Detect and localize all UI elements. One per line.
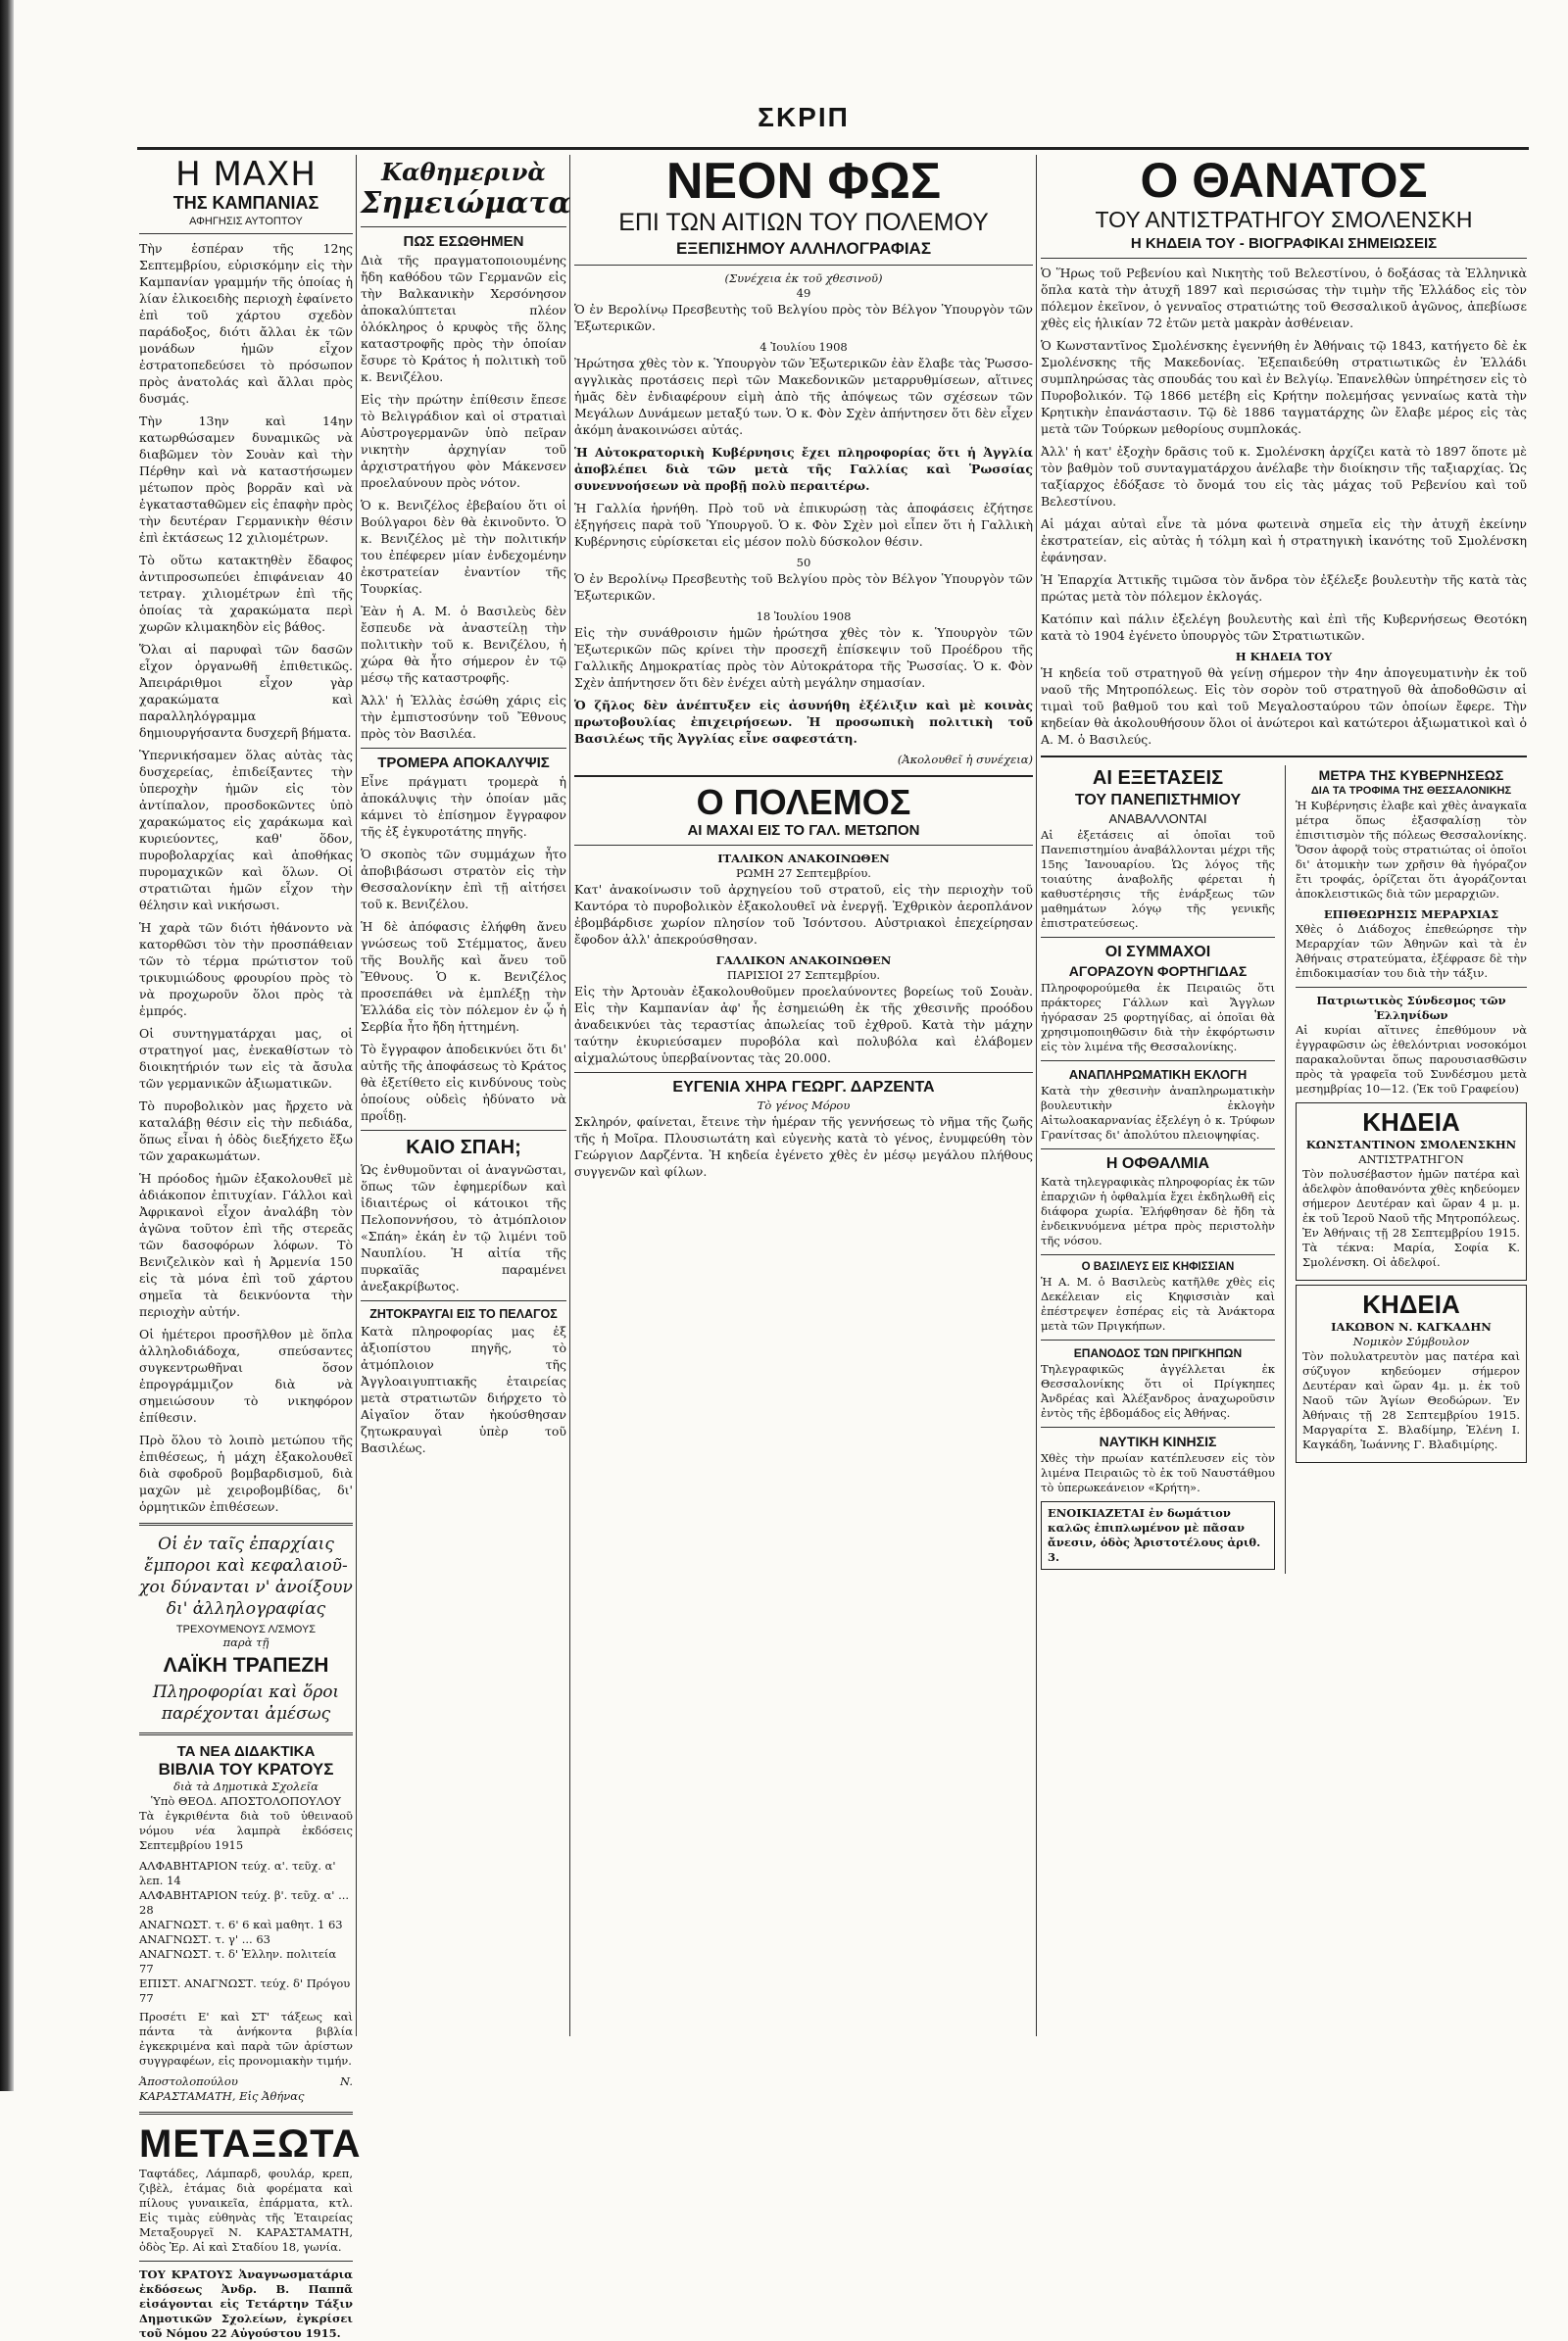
divider: [361, 226, 566, 227]
divider: [1041, 1060, 1275, 1061]
paragraph: Ἀλλ' ἡ Ἑλλὰς ἐσώθη χάρις εἰς τὴν ἐμπιστοσύνην τοῦ Ἔθνους πρὸς τὸν Βασιλέα.: [361, 693, 566, 741]
books-sub: διὰ τὰ Δημοτικὰ Σχολεῖα: [173, 1780, 318, 1793]
bank-ad-line: δι' ἀλληλογραφίας: [166, 1599, 326, 1619]
paragraph: Εἰς τὴν Ἀρτουὰν ἐξακολουθοῦμεν προελαύνοντες βορείως τοῦ Σουὰν. Εἰς τὴν Καμπανίαν ἀφ' ἧς ἐσημειώθη ἐκ τῆς χθεσινῆς προόδου ἀναδεικνύει τὰς τεραστίας ἀπωλείας τοῦ ἐχθροῦ. Κατὰ τὴν μάχην ταύτην ἐκυριεύσαμεν πυροβόλα καὶ πολυβόλα καὶ ἐλάβομεν αἰχμαλώτους ὑπερβαίνοντας τὰς 20.000.: [574, 984, 1033, 1065]
tromera-title: ΤΡΟΜΕΡΑ ΑΠΟΚΑΛΥΨΙΣ: [377, 755, 550, 771]
book-item: ΑΝΑΓΝΩΣΤ. τ. γ' ... 63: [139, 1932, 270, 1946]
evgenia-subtitle: Τὸ γένος Μόρου: [757, 1098, 851, 1112]
paragraph: Τὴν 13ην καὶ 14ην κατωρθώσαμεν δυναμικῶς νὰ διαβῶμεν τὸν Σουὰν καὶ τὴν Πέρθην καὶ νὰ καταστήσωμεν μέτωπον πρὸς βορρᾶν καὶ νὰ ἐγκατασταθῶμεν εἰς ἐπαφὴν πρὸς τὴν δευτέραν Γερμανικὴν θέσιν ἐπὶ ἐκτάσεως 12 χιλιομέτρων.: [139, 414, 353, 545]
paragraph: Ἡ Κυβέρνησις ἐλαβε καὶ χθὲς ἀναγκαῖα μέτρα ὅπως ἐξασφαλίσῃ τὸν ἐπισιτισμὸν τῆς πόλεως Θεσσαλονίκης. Ὅσον ἀφορᾷ τοὺς στρατιώτας οἱ ὁποῖοι δι' ἀτομικὴν των χρῆσιν θὰ ἠγόραζον ἔτι τροφάς, ὁρίζεται ὅτι ἀγοράζονται ἀποκλειστικῶς διὰ τῶν μεραρχιῶν.: [1295, 799, 1527, 901]
kideia-subheading: Η ΚΗΔΕΙΑ ΤΟΥ: [1235, 650, 1333, 663]
funeral-notice: [1296, 1102, 1527, 1281]
paragraph: Οἱ ἡμέτεροι προσῆλθον μὲ ὅπλα ἀλληλοδιάδοχα, σπεύσαντες συγκεντρωθῆναι ὅσον ἐπρογράμμιζον διὰ νὰ σημειώσουν τὸ νικηφόρον ἐπίθεσιν.: [139, 1327, 353, 1425]
symmachoi-title: ΑΓΟΡΑΖΟΥΝ ΦΟΡΤΗΓΙΔΑΣ: [1068, 963, 1248, 979]
paragraph: Τὸ ἔγγραφον ἀποδεικνύει ὅτι δι' αὐτῆς τῆς ἀποφάσεως τὸ Κράτος θὰ ἐξετίθετο εἰς κινδύνους τοὺς ὁποίους οὐδεὶς ἠδύνατο νὰ προΐδῃ.: [361, 1042, 566, 1123]
neon-title: ΝΕΟΝ ΦΩΣ: [665, 153, 942, 210]
letter-header: Ὁ ἐν Βερολίνῳ Πρεσβευτὴς τοῦ Βελγίου πρὸς τὸν Βέλγον Ὑπουργὸν τῶν Ἐξωτερικῶν.: [574, 302, 1033, 333]
lower-right-column: [1296, 765, 1527, 1574]
rental-ad: ΕΝΟΙΚΙΑΖΕΤΑΙ ἐν δωμάτιον καλῶς ἐπιπλωμένον μὲ πᾶσαν ἄνεσιν, ὁδὸς Ἀριστοτέλους ἀριθ. 3.: [1041, 1501, 1275, 1570]
paragraph: Αἱ κυρίαι αἵτινες ἐπεθύμουν νὰ ἐγγραφῶσιν ὡς ἐθελόντριαι νοσοκόμοι παρακαλοῦνται ὅπως παρουσιασθῶσιν πρὸς τὰ γραφεῖα τοῦ Συνδέσμου μετὰ μεσημβρίας 10—12. (Ἐκ τοῦ Γραφείου): [1295, 1023, 1527, 1096]
divider: [1041, 1427, 1275, 1428]
paragraph: Ἡ πρόοδος ἡμῶν ἐξακολουθεῖ μὲ ἀδιάκοπον ἐπιτυχίαν. Γάλλοι καὶ Ἀφρικανοὶ εἶχον ἀναλάβη τὸν ἀγῶνα τοῦτον ἐπὶ τῆς στερεᾶς τῶν δασοφόρων λόφων. Τὸ Βενιζελικὸν καὶ ἡ Ἀρμενία 150 εἰς τὰ μόνα ἐπὶ τοῦ χάρτου σημεῖα τὰ δεικνύοντα τὴν περιοχὴν αὐτήν.: [139, 1171, 353, 1319]
paragraph: Τὸ πυροβολικὸν μας ἤρχετο νὰ καταλάβῃ θέσιν εἰς τὴν πεδιάδα, ὅπως εἶναι ἡ ὁδὸς διεξήχετο ἔξω τῶν χαρακωμάτων.: [139, 1098, 353, 1163]
paragraph: Σκληρόν, φαίνεται, ἔτεινε τὴν ἡμέραν τῆς γεννήσεως τὸ νῆμα τῆς ζωῆς τῆς ἡ Μοῖρα. Πλουσιωτάτη καὶ εὐγενὴς κατὰ τὸ γένος, ἐνυμφεύθη τὸν Γεώργιον Δαρζέντα. Ἡ κηδεία ἐγένετο χθὲς ἐν μέσῳ μεγάλου πλήθους συγγενῶν καὶ φίλων.: [574, 1114, 1033, 1179]
paragraph: Κατὰ πληροφορίας μας ἐξ ἀξιοπίστου πηγῆς, τὸ ἀτμόπλοιον τῆς Ἀγγλοαιγυπτιακῆς ἑταιρείας μετὰ στρατιωτῶν διήρχετο τὸ Αἰγαῖον ὅταν ἠκούσθησαν ζητωκραυγαὶ ὑπὲρ τοῦ Βασιλέως.: [361, 1324, 566, 1455]
divider: [361, 1300, 566, 1301]
paragraph: Χθὲς τὴν πρωίαν κατέπλευσεν εἰς τὸν λιμένα Πειραιῶς τὸ ἐκ τοῦ Ναυστάθμου τὸ ὑπερωκεάνειον «Κρήτη».: [1041, 1451, 1275, 1494]
paragraph: Αἱ μάχαι αὐταὶ εἶνε τὰ μόνα φωτεινὰ σημεῖα εἰς τὴν ἀτυχῆ ἐκείνην ἐκστρατείαν, εἰς αὐτὰς ἡ τόλμη καὶ ἡ στρατηγικὴ ἱκανότης τοῦ Σμολένσκη ἐφάνησαν.: [1041, 516, 1527, 564]
divider: [1041, 937, 1275, 938]
divider: [1041, 1340, 1275, 1341]
paragraph: Ἡ κηδεία τοῦ στρατηγοῦ θὰ γείνῃ σήμερον τὴν 4ην ἀπογευματινὴν ἐκ τοῦ ναοῦ τῆς Μητροπόλεως. Εἰς τὸν σορὸν τοῦ στρατηγοῦ θὰ ἀποδοθῶσιν αἱ τιμαὶ τοῦ βαθμοῦ του καὶ τοῦ Μεγαλοσταύρου τῶν ὁποίων ἔφερε. Τὴν κηδείαν θὰ ἀκολουθήσουν ὅλοι οἱ ἀνώτεροι καὶ κατώτεροι ἀξιωματικοὶ καὶ ὁ Α. Μ. ὁ Βασιλεύς.: [1041, 665, 1527, 747]
paragraph: Ὁ Κωνσταντῖνος Σμολένσκης ἐγεννήθη ἐν Ἀθήναις τῷ 1843, κατήγετο δὲ ἐκ Σμολένσκης τῆς Μακεδονίας. Ἐξεπαιδεύθη στρατιωτικῶς ἐν Ἑλλάδι συμπληρώσας τὰς σπουδάς του καὶ ἐν Βελγίῳ. Ἐπανελθὼν ὑπηρέτησεν εἰς τὸ Πυροβολικόν. Τῷ 1866 μετέβη εἰς Κρήτην πολεμήσας γενναίως κατὰ τὴν Κρητικὴν ἐπανάστασιν. Τῷ δὲ 1886 ταγματάρχης ὢν ἔλαβε μέρος εἰς τὰς μετὰ τῶν Τούρκων μεθορίους συμπλοκάς.: [1041, 338, 1527, 436]
exetaseis-title: ΑΝΑΒΑΛΛΟΝΤΑΙ: [1108, 811, 1207, 826]
bank-ad-tail-line: παρέχονται ἀμέσως: [161, 1704, 331, 1724]
funeral-notice: [1296, 1285, 1527, 1463]
paragraph: Ὅλαι αἱ παρυφαὶ τῶν δασῶν εἶχον ὀργανωθῆ ἐπιθετικῶς. Ἀπειράριθμοι εἶχον γὰρ χαρακώματα καὶ παραλληλόγραμμα δημιουργήσαντα δυσχερῆ βήματα.: [139, 642, 353, 740]
neon-subtitle: ΕΞΕΠΙΣΗΜΟΥ ΑΛΛΗΛΟΓΡΑΦΙΑΣ: [675, 239, 932, 258]
column-4: [1041, 152, 1527, 2033]
paragraph: Ἀλλ' ἡ κατ' ἐξοχὴν δρᾶσις τοῦ κ. Σμολένσκη ἀρχίζει κατὰ τὸ 1897 ὅποτε μὲ τὸν βαθμὸν τοῦ συνταγματάρχου ἀνέλαβε τὴν διοίκησιν τῆς ταξιαρχίας. Ὡς ταξίαρχος ἐδόξασε τὸ ὄνομά του εἰς τὰς μάχας τοῦ Ρεβενίου καὶ τοῦ Βελεστίνου.: [1041, 444, 1527, 509]
top-rule: [137, 147, 1529, 150]
metaxota-title: ΜΕΤΑΞΩΤΑ: [139, 2122, 362, 2166]
communique-title: ΙΤΑΛΙΚΟΝ ΑΝΑΚΟΙΝΩΘΕΝ: [717, 852, 890, 865]
divider: [1041, 1254, 1275, 1255]
paragraph: Ἡ χαρὰ τῶν διότι ἠθάνοντο νὰ κατορθῶσι τὸν τὴν προσπάθειαν τῶν τὸ τέρμα πρώτιστον τοῦ τρικυμιώδους φρουρίου πρὸς τὸ νὰ προχωροῦν ὅλοι πρὸς τὰ ἐμπρός.: [139, 920, 353, 1018]
kathimerina-title: Σημειώματα: [361, 186, 571, 220]
lower-section: [1041, 765, 1527, 1574]
patr-title: Πατριωτικὸς Σύνδεσμος τῶν Ἑλληνίδων: [1316, 994, 1506, 1022]
evgenia-title: ΕΥΓΕΝΙΑ ΧΗΡΑ ΓΕΩΡΓ. ΔΑΡΖΕΝΤΑ: [672, 1079, 935, 1096]
bank-name: ΛΑΪΚΗ ΤΡΑΠΕΖΗ: [163, 1654, 329, 1677]
paragraph: Αἱ ἐξετάσεις αἱ ὁποῖαι τοῦ Πανεπιστημίου ἀναβάλλονται μέχρι τῆς 15ης Ἰανουαρίου. Ὡς λόγος τῆς τοιαύτης ἀναβολῆς φέρεται ἡ καθυστέρησις τῆς ἐνάρξεως τῶν μαθημάτων λόγῳ τῆς γενικῆς ἐπιστρατεύσεως.: [1041, 828, 1275, 930]
paragraph: Εἰς τὴν συνάθροισιν ἡμῶν ἠρώτησα χθὲς τὸν κ. Ὑπουργὸν τῶν Ἐξωτερικῶν πῶς κρίνει τὴν προσεχῆ ἐπίσκεψιν τοῦ Προέδρου τῆς Γαλλικῆς Δημοκρατίας πρὸς τὸν Αὐτοκράτορα τῆς Ῥωσσίας. Ὁ κ. Φὸν Σχὲν ἀπήντησεν ὅτι δὲν ἐνέχει αὐτὴ μεγάλην σημασίαν.: [574, 625, 1033, 690]
metra-subheading: ΕΠΙΘΕΩΡΗΣΙΣ ΜΕΡΑΡΧΙΑΣ: [1323, 907, 1499, 921]
zito-title: ΖΗΤΟΚΡΑΥΓΑΙ ΕΙΣ ΤΟ ΠΕΛΑΓΟΣ: [369, 1307, 558, 1321]
column-divider: [569, 155, 570, 2036]
metra-title: ΔΙΑ ΤΑ ΤΡΟΦΙΜΑ ΤΗΣ ΘΕΣΣΑΛΟΝΙΚΗΣ: [1310, 785, 1512, 797]
thanatos-subtitle: ΤΟΥ ΑΝΤΙΣΤΡΑΤΗΓΟΥ ΣΜΟΛΕΝΣΚΗ: [1095, 207, 1473, 232]
paragraph: Ὡς ἐνθυμοῦνται οἱ ἀναγνῶσται, ὅπως τῶν ἐφημερίδων καὶ ἰδιαιτέρως οἱ κάτοικοι τῆς Πελοποννήσου, τὸ ἀτμόπλοιον «Σπάη» ἐκάη ἐν τῷ λιμένι τοῦ Ναυπλίου. Ἡ αἰτία τῆς πυρκαϊᾶς παραμένει ἀνεξακρίβωτος.: [361, 1162, 566, 1293]
paragraph: Χθὲς ὁ Διάδοχος ἐπεθεώρησε τὴν Μεραρχίαν τῶν Ἀθηνῶν καὶ τὰ ἐν Ἀθήναις στρατεύματα, ἐξέφρασε δὲ τὴν ἐπιδοκιμασίαν του διὰ τὴν τάξιν.: [1295, 922, 1527, 980]
naftiki-title: ΝΑΥΤΙΚΗ ΚΙΝΗΣΙΣ: [1099, 1434, 1217, 1449]
funeral-notice-title: ΚΗΔΕΙΑ: [1362, 1290, 1460, 1319]
bank-ad-line: ἔμποροι καὶ κεφαλαιοῦ-: [144, 1556, 348, 1576]
letter-number: 49: [796, 286, 811, 300]
polemos-title: Ο ΠΟΛΕΜΟΣ: [696, 782, 911, 822]
kaio-title: ΚΑΙΟ ΣΠΑΗ;: [406, 1137, 521, 1158]
letter-end: (Ἀκολουθεῖ ἡ συνέχεια): [897, 753, 1033, 766]
kathimerina-title: Καθημερινὰ: [381, 158, 546, 186]
divider: [139, 233, 353, 234]
paragraph: Τὸν πολυλατρευτὸν μας πατέρα καὶ σύζυγον κηδεύομεν σήμερον Δευτέραν καὶ ὥραν 4μ. μ. ἐκ τοῦ Ναοῦ τῶν Ἁγίων Θεοδώρων. Ἐν Ἀθήναις τῇ 28 Σεπτεμβρίου 1915. Μαργαρίτα Σ. Βλαδίμηρ, Ἑλένη Ι. Καγκάδη, Ἰωάννης Γ. Βλαδιμίρης.: [1301, 1349, 1520, 1451]
polemos-subtitle: ΑΙ ΜΑΧΑΙ ΕΙΣ ΤΟ ΓΑΛ. ΜΕΤΩΠΟΝ: [687, 822, 920, 839]
books-offer: Προσέτι Ε' καὶ ΣΤ' τάξεως καὶ πάντα τὰ ἀνήκοντα βιβλία ἐγκεκριμένα καὶ παρὰ τῶν ἀρίστων συγγραφέων, εἰς προνομιακὴν τιμήν.: [139, 2010, 353, 2068]
divider: [1041, 1148, 1275, 1149]
paragraph: Κατὰ τὴν χθεσινὴν ἀναπληρωματικὴν βουλευτικὴν ἐκλογὴν Αἰτωλοακαρνανίας ἐξελέγη ὁ κ. Τρύφων Γρανίτσας δι' ἀπολύτου πλειοψηφίας.: [1041, 1084, 1275, 1142]
paragraph: Πληροφορούμεθα ἐκ Πειραιῶς ὅτι πράκτορες Γάλλων καὶ Ἄγγλων ἠγόρασαν 25 φορτηγίδας, αἱ ὁποῖαι θὰ χρησιμοποιηθῶσιν διὰ τὴν ἐκφόρτωσιν εἰς τὸν λιμένα τῆς Θεσσαλονίκης.: [1041, 981, 1275, 1053]
paragraph: Ὁ σκοπὸς τῶν συμμάχων ἦτο ἀποβιβάσωσι στρατὸν εἰς τὴν Θεσσαλονίκην ἐπὶ τῇ αἰτήσει τοῦ κ. Βενιζέλου.: [361, 847, 566, 911]
paragraph: Τὸ οὕτω κατακτηθὲν ἔδαφος ἀντιπροσωπεύει ἐπιφάνειαν 40 τετραγ. χιλιομέτρων ἐπὶ τῆς ὁποίας τὰ χαρακώματα περὶ χωρῶν κλιμακηδὸν εἰς βάθος.: [139, 553, 353, 634]
divider: [139, 2261, 353, 2262]
bank-ad-tail: [139, 1682, 353, 1725]
paragraph: Κατόπιν καὶ πάλιν ἐξελέγη βουλευτὴς καὶ ἐπὶ τῆς Κυβερνήσεως Θεοτόκη κατὰ τὸ 1904 ἐγένετο ὑπουργὸς τῶν Στρατιωτικῶν.: [1041, 611, 1527, 643]
communique-location: ΡΩΜΗ 27 Σεπτεμβρίου.: [736, 866, 871, 880]
machi-title: Η ΜΑΧΗ: [175, 155, 317, 194]
divider: [361, 1130, 566, 1131]
bank-ad-line: χοι δύνανται ν' ἀνοίξουν: [139, 1578, 353, 1597]
books-dealer: Ἀποστολοπούλου N. ΚΑΡΑΣΤΑΜΑΤΗ, Εἰς Ἀθήνας: [139, 2074, 353, 2103]
communique-title: ΓΑΛΛΙΚΟΝ ΑΝΑΚΟΙΝΩΘΕΝ: [715, 953, 892, 967]
paragraph: Εἶνε πράγματι τρομερὰ ἡ ἀποκάλυψις τὴν ὁποίαν μᾶς κάμνει τὸ ἐπίσημον ἔγγραφον τῆς ἐξ ἐγκυροτάτης πηγῆς.: [361, 774, 566, 839]
paragraph: Πρὸ ὅλου τὸ λοιπὸ μετώπου τῆς ἐπιθέσεως, ἡ μάχη ἐξακολουθεῖ διὰ σφοδροῦ βομβαρδισμοῦ, διὰ μαχῶν μὲ χειροβομβίδας, δι' ὁρμητικῶν ἐπιθέσεων.: [139, 1433, 353, 1514]
books-sub: Ὑπὸ ΘΕΟΔ. ΑΠΟΣΤΟΛΟΠΟΥΛΟΥ: [151, 1794, 341, 1808]
neon-subtitle: ΕΠΙ ΤΩΝ ΑΙΤΙΩΝ ΤΟΥ ΠΟΛΕΜΟΥ: [618, 209, 989, 236]
ofthalmia-title: Η ΟΦΘΑΛΜΙΑ: [1105, 1155, 1210, 1172]
machi-article: [139, 240, 353, 1515]
paragraph: Ὁ Ἥρως τοῦ Ρεβενίου καὶ Νικητὴς τοῦ Βελεστίνου, ὁ δοξάσας τὰ Ἑλληνικὰ ὅπλα κατὰ τὴν ἀτυχῆ 1897 καὶ περισώσας τὴν τιμὴν τῆς Ἑλλάδος εἰς τὸν πόλεμον ἐκεῖνον, ὁ γενναῖος στρατιώτης τοῦ Θεσσαλικοῦ ἀγῶνος, ἀπεβίωσε χθὲς εἰς ἡλικίαν 72 ἐτῶν μετὰ μακρὰν ἀσθένειαν.: [1041, 266, 1527, 330]
paragraph: Τὴν ἑσπέραν τῆς 12ης Σεπτεμβρίου, εὑρισκόμην εἰς τὴν Καμπανίαν γραμμήν τῆς ὁποίας ἡ λίαν ἐλικοειδὴς περιοχὴ ἐφαίνετο ἐπὶ τοῦ χάρτου σχεδὸν παράδοξος, διότι ἄλλαι ἐκ τῶν μονάδων ἡμῶν εἶχον ἐστρατοπεδεύσει τὸ πρόσωπον πρὸς ἀνατολάς καὶ ἄλλαι πρὸς δυσμάς.: [139, 241, 353, 406]
books-title: ΒΙΒΛΙΑ ΤΟΥ ΚΡΑΤΟΥΣ: [158, 1760, 334, 1779]
communique-location: ΠΑΡΙΣΙΟΙ 27 Σεπτεμβρίου.: [726, 968, 881, 982]
book-item: ΑΝΑΓΝΩΣΤ. τ. δ' Ἑλλην. πολιτεία 77: [139, 1947, 337, 1975]
bank-ad: [139, 1534, 353, 1620]
divider: [574, 1072, 1033, 1073]
neon-continuation: (Συνέχεια ἐκ τοῦ χθεσινοῦ): [724, 271, 883, 285]
divider: [139, 1732, 353, 1735]
divider: [574, 265, 1033, 266]
lower-left-column: [1041, 765, 1275, 1574]
paragraph: Ἡ Ἑπαρχία Ἀττικῆς τιμῶσα τὸν ἄνδρα τὸν ἐξέλεξε βουλευτὴν τῆς κατὰ τὰς πρώτας μετὰ τὸν πόλεμον ἐκλογάς.: [1041, 572, 1527, 604]
exetaseis-title: ΤΟΥ ΠΑΝΕΠΙΣΤΗΜΙΟΥ: [1074, 792, 1242, 808]
anaplir-title: ΑΝΑΠΛΗΡΩΜΑΤΙΚΗ ΕΚΛΟΓΗ: [1068, 1067, 1248, 1082]
funeral-notice-name: ΚΩΝΣΤΑΝΤΙΝΟΝ ΣΜΟΛΕΝΣΚΗΝ: [1305, 1138, 1517, 1151]
scan-edge: [0, 0, 14, 2091]
book-item: ΑΝΑΓΝΩΣΤ. τ. 6' 6 καὶ μαθητ. 1 63: [139, 1918, 343, 1931]
paragraph: Κατ' ἀνακοίνωσιν τοῦ ἀρχηγείου τοῦ στρατοῦ, εἰς τὴν περιοχὴν τοῦ Καντόρα τὸ πυροβολικὸν ἐξακολουθεῖ νὰ ἐνεργῇ. Ἐχθρικὸν ἀεροπλάνον ἐβομβάρδισε χωρίον πλησίον τοῦ Ἰσόντσου. Αὐστριακοὶ ἐπεχείρησαν ἔφοδον ἀλλ' ἀπεκρούσθησαν.: [574, 882, 1033, 947]
paragraph: Οἱ συντηγματάρχαι μας, οἱ στρατηγοί μας, ἐνεκαθίστων τὸ διοικητήριόν των εἰς τὰ ἄσυλα τῶν γερμανικῶν ἀξιωματικῶν.: [139, 1026, 353, 1091]
machi-subtitle: ΤΗΣ ΚΑΜΠΑΝΙΑΣ: [172, 193, 319, 213]
thanatos-subtitle: Η ΚΗΔΕΙΑ ΤΟΥ - ΒΙΟΓΡΑΦΙΚΑΙ ΣΗΜΕΙΩΣΕΙΣ: [1130, 235, 1438, 252]
paragraph: Διὰ τῆς πραγματοποιουμένης ἤδη καθόδου τῶν Γερμανῶν εἰς τὴν Βαλκανικὴν Χερσόνησον ἀποκαλύπτεται πλέον ὁλόκληρος ὁ κρυφὸς τῆς ὅλης καταστροφῆς πρὸς τὴν ὁποίαν ἔσυρε τὸ Κράτος ἡ πολιτικὴ τοῦ κ. Βενιζέλου.: [361, 253, 566, 384]
divider: [139, 1523, 353, 1526]
machi-byline: ΑΦΗΓΗΣΙΣ ΑΥΤΟΠΤΟΥ: [189, 216, 303, 227]
funeral-notice-role: ΑΝΤΙΣΤΡΑΤΗΓΟΝ: [1358, 1152, 1464, 1166]
books-intro: Τὰ ἐγκριθέντα διὰ τοῦ ὑθειναοῦ νόμου νέα λαμπρὰ ἐκδόσεις Σεπτεμβρίου 1915: [139, 1809, 353, 1852]
symmachoi-title: ΟΙ ΣΥΜΜΑΧΟΙ: [1104, 944, 1211, 960]
exetaseis-title: ΑΙ ΕΞΕΤΑΣΕΙΣ: [1092, 767, 1224, 789]
metaxota-text: Ταφτάδες, Λάμπαρδ, φουλάρ, κρεπ, ζιβὲλ, ἐτάμας διὰ φορέματα καὶ πίλους γυναικεῖα, ἐπάρματα, κτλ. Εἰς τιμὰς εὐθηνὰς τῆς Ἐταιρείας Μεταξουργεῖ Ν. ΚΑΡΑΣΤΑΜΑΤΗ, ὁδὸς Ἑρ. Αἱ καὶ Σταδίου 18, γωνία.: [139, 2167, 353, 2254]
column-divider: [1285, 765, 1286, 1574]
paragraph: Ἡ δὲ ἀπόφασις ἐλήφθη ἄνευ γνώσεως τοῦ Στέμματος, ἄνευ τῆς Βουλῆς καὶ ἄνευ τοῦ Ἔθνους. Ὁ κ. Βενιζέλος προσεπάθει νὰ ἐμπλέξῃ τὴν Ἑλλάδα εἰς τὸν πόλεμον ἐν ᾧ ἡ Σερβία ἦτο ἤδη ἡττημένη.: [361, 919, 566, 1034]
book-item: ΑΛΦΑΒΗΤΑΡΙΟΝ τεύχ. α'. τεῦχ. α' λεπ. 14: [139, 1859, 336, 1887]
esothen-title: ΠΩΣ ΕΣΩΘΗΜΕΝ: [403, 233, 524, 250]
paragraph: Ἐὰν ἡ Α. Μ. ὁ Βασιλεὺς δὲν ἔσπευδε νὰ ἀναστείλῃ τὴν πολιτικὴν τοῦ κ. Βενιζέλου, ἡ χώρα θὰ ἦτο σήμερον ἐν τῷ μέσῳ τῆς καταστροφῆς.: [361, 604, 566, 685]
paragraph: Ὑπερνικήσαμεν ὅλας αὐτὰς τὰς δυσχερείας, ἐπιδείξαντες τὴν ὑπεροχὴν ἡμῶν εἰς τὸν ἀντίπαλον, προσδοκῶντες ὑπὸ χαρακώματος εἰς χαράκωμα καὶ κυριεύοντες, καθ' ὅδον, πυροβολαρχίας καὶ ἀποθήκας πυρομαχικῶν καὶ ὅλων. Οἱ στρατιῶται ἡμῶν εἶχον τὴν θέλησιν καὶ νικήσωσι.: [139, 748, 353, 912]
vasilefs-title: Ο ΒΑΣΙΛΕΥΣ ΕΙΣ ΚΗΦΙΣΣΙΑΝ: [1081, 1261, 1235, 1273]
letter-header: Ὁ ἐν Βερολίνῳ Πρεσβευτὴς τοῦ Βελγίου πρὸς τὸν Βέλγον Ὑπουργὸν τῶν Ἐξωτερικῶν.: [574, 571, 1033, 603]
paragraph: Εἰς τὴν πρώτην ἐπίθεσιν ἔπεσε τὸ Βελιγράδιον καὶ οἱ στρατιαὶ Αὐστρογερμανῶν ὑπὸ πεῖραν νικητὴν ἀρχηγίαν τοῦ ἀρχιστρατήγου φὸν Μάκενσεν προελαύνουν πρὸς νότον.: [361, 392, 566, 490]
thanatos-title: Ο ΘΑΝΑΤΟΣ: [1140, 153, 1428, 208]
funeral-notice-name: ΙΑΚΩΒΟΝ Ν. ΚΑΓΚΑΔΗΝ: [1331, 1320, 1492, 1334]
column-divider: [356, 155, 357, 2036]
books-list: [139, 1859, 353, 2006]
books-title: ΤΑ ΝΕΑ ΔΙΔΑΚΤΙΚΑ: [176, 1743, 316, 1760]
masthead: ΣΚΡΙΠ: [758, 102, 850, 132]
paragraph: Ὁ κ. Βενιζέλος ἐβεβαίου ὅτι οἱ Βούλγαροι δὲν θὰ ἐκινοῦντο. Ὁ κ. Βενιζέλος μὲ τὴν πολιτικήν του ἐπέφερεν μίαν ἐνδεχομένην ἐκστρατείαν ἐναντίον τῆς Τουρκίας.: [361, 498, 566, 596]
paragraph: Τηλεγραφικῶς ἀγγέλλεται ἐκ Θεσσαλονίκης ὅτι οἱ Πρίγκηπες Ἀνδρέας καὶ Ἀλέξανδρος ἀναχωροῦσιν ἐντὸς τῆς ἑβδομάδος εἰς Ἀθήνας.: [1041, 1362, 1275, 1420]
divider: [1041, 756, 1527, 757]
funeral-notice-role: Νομικὸν Σύμβουλον: [1352, 1335, 1470, 1348]
divider: [139, 2112, 353, 2115]
paragraph: Ἠρώτησα χθὲς τὸν κ. Ὑπουργὸν τῶν Ἐξωτερικῶν ἐὰν ἔλαβε τὰς Ῥωσσο-αγγλικὰς προτάσεις περὶ τῶν Μακεδονικῶν μεταρρυθμίσεων, αἵτινες ἡμᾶς δὲν ἐνδιαφέρουν εἰμὴ ἀπὸ τῆς ἀπόψεως τῶν σχέσεων τῶν Μεγάλων Δυνάμεων μεταξύ των. Ὁ κ. Φὸν Σχὲν ἀπήντησεν ὅτι δὲν εἶχεν ἀκόμη ἀνακοινώσει αὐτάς.: [574, 356, 1033, 437]
paragraph: Τὸν πολυσέβαστον ἡμῶν πατέρα καὶ ἀδελφὸν ἀποθανόντα χθὲς κηδεύομεν σήμερον Δευτέραν καὶ ὥραν 4 μ. μ. ἐκ τοῦ Ἱεροῦ Ναοῦ τῆς Μητροπόλεως. Ἐν Ἀθήναις τῇ 28 Σεπτεμβρίου 1915. Τὰ τέκνα: Μαρία, Σοφία Κ. Σμολένσκη. Οἱ ἀδελφοί.: [1301, 1167, 1520, 1269]
letter-date: 18 Ἰουλίου 1908: [756, 610, 852, 623]
divider: [361, 748, 566, 749]
divider: [574, 775, 1033, 777]
column-3: [574, 152, 1033, 2033]
metra-title: ΜΕΤΡΑ ΤΗΣ ΚΥΒΕΡΝΗΣΕΩΣ: [1318, 767, 1504, 783]
paragraph: Ἡ Γαλλία ἠρνήθη. Πρὸ τοῦ νὰ ἐπικυρώσῃ τὰς ἀποφάσεις ἐζήτησε ἐξηγήσεις παρὰ τοῦ Ὑπουργοῦ. Ὁ κ. Φὸν Σχὲν μοὶ εἶπεν ὅτι ἡ Γαλλικὴ Κυβέρνησις εὑρίσκεται εἰς μέσον πολὺ δύσκολον θέσιν.: [574, 501, 1033, 549]
paragraph: Ἡ Α. Μ. ὁ Βασιλεὺς κατῆλθε χθὲς εἰς Δεκέλειαν εἰς Κηφισσιὰν καὶ ἐπέστρεψεν ἐσπέρας εἰς τὰ Ἀνάκτορα μετὰ τῶν Πριγκήπων.: [1041, 1275, 1275, 1333]
bank-ad-sub: παρὰ τῇ: [222, 1635, 270, 1649]
paragraph: Ὁ ζῆλος δὲν ἀνέπτυξεν εἰς ἀσυνήθη ἐξέλιξιν καὶ μὲ κοινὰς πρωτοβουλίας ἐπιχειρήσεων. Ἡ προσωπικὴ πολιτικὴ τοῦ Βασιλέως τῆς Ἀγγλίας εἶνε σαφεστάτη.: [574, 698, 1033, 746]
paragraph: Κατὰ τηλεγραφικὰς πληροφορίας ἐκ τῶν ἐπαρχιῶν ἡ ὀφθαλμία ἔχει ἐκδηλωθῆ εἰς διάφορα χωρία. Ἐλήφθησαν δὲ ἤδη τὰ ἐνδεικνυόμενα μέτρα πρὸς περιστολὴν τῆς νόσου.: [1041, 1175, 1275, 1247]
paragraph: Ἡ Αὐτοκρατορικὴ Κυβέρνησις ἔχει πληροφορίας ὅτι ἡ Ἀγγλία ἀποβλέπει διὰ τῶν μετὰ τῆς Γαλλίας καὶ Ῥωσσίας συνεννοήσεων νὰ προβῇ πολὺ περαιτέρω.: [574, 445, 1033, 493]
book-item: ΕΠΙΣΤ. ΑΝΑΓΝΩΣΤ. τεύχ. δ' Πρόγου 77: [139, 1976, 351, 2005]
divider: [1296, 987, 1527, 988]
funeral-notice-title: ΚΗΔΕΙΑ: [1362, 1107, 1460, 1137]
letter-number: 50: [796, 556, 811, 569]
bank-ad-sub: ΤΡΕΧΟΥΜΕΝΟΥΣ Λ/ΣΜΟΥΣ: [175, 1624, 317, 1635]
column-2: [361, 152, 571, 2033]
divider: [574, 845, 1033, 846]
divider: [1041, 258, 1527, 259]
kratos-text: ΤΟΥ ΚΡΑΤΟΥΣ Ἀναγνωσματάρια ἐκδόσεως Ἀνδρ. Β. Παππᾶ εἰσάγονται εἰς Τετάρτην Τάξιν Δημοτικῶν Σχολείων, ἐγκρίσει τοῦ Νόμου 22 Αὐγούστου 1915.: [139, 2268, 353, 2340]
letter-date: 4 Ἰουλίου 1908: [760, 340, 848, 354]
column-1: [139, 152, 362, 2340]
bank-ad-tail-line: Πληροφορίαι καὶ ὅροι: [152, 1683, 340, 1702]
epanodos-title: ΕΠΑΝΟΔΟΣ ΤΩΝ ΠΡΙΓΚΗΠΩΝ: [1073, 1346, 1243, 1360]
bank-ad-line: Οἱ ἐν ταῖς ἐπαρχίαις: [158, 1535, 334, 1554]
column-divider: [1036, 155, 1037, 2036]
book-item: ΑΛΦΑΒΗΤΑΡΙΟΝ τεύχ. β'. τεῦχ. α' ... 28: [139, 1888, 350, 1917]
